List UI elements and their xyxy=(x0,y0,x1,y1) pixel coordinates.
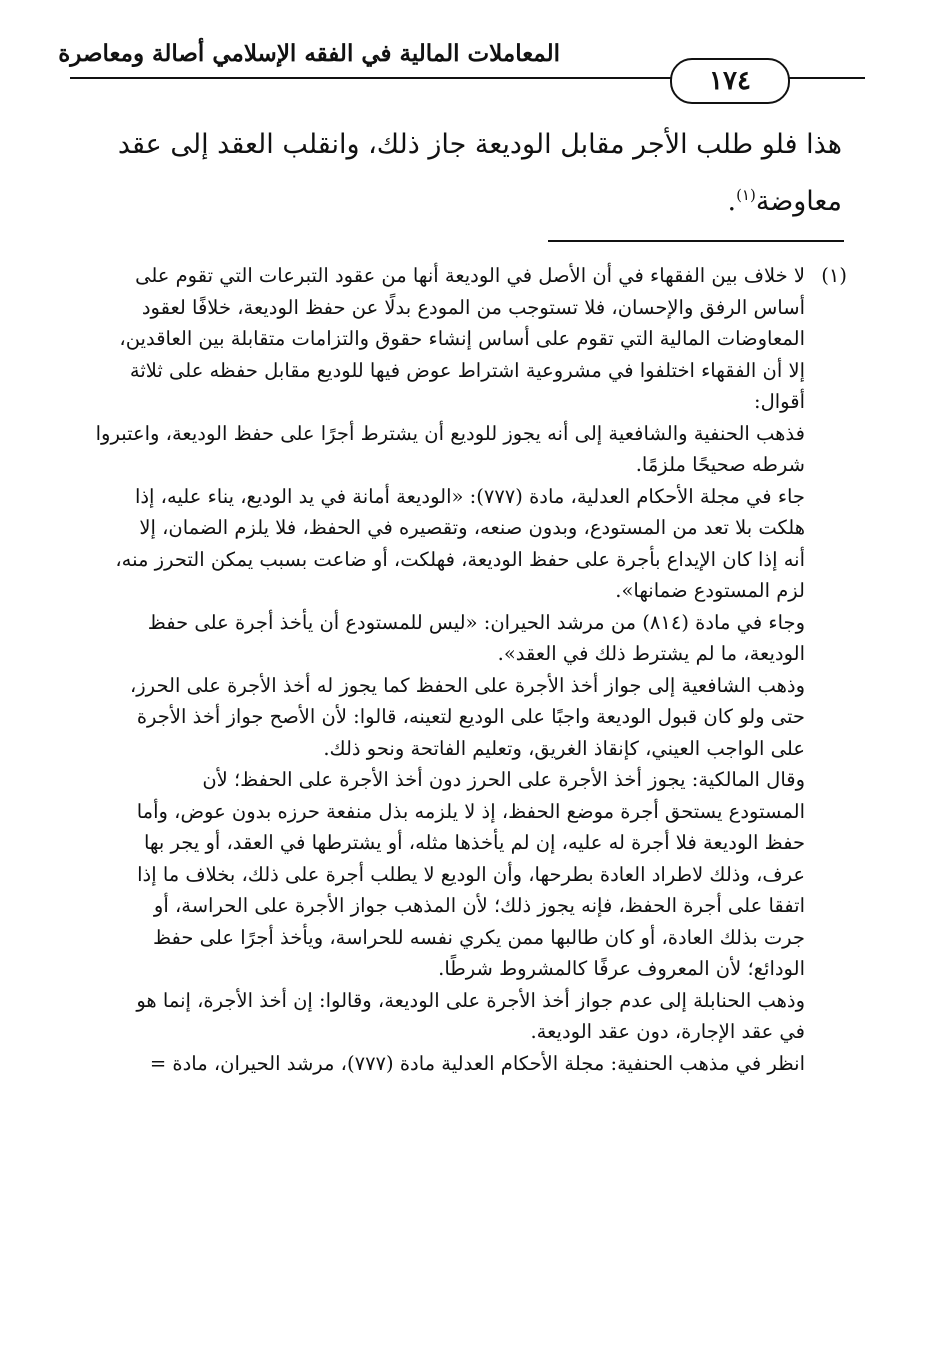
main-text-line: هذا فلو طلب الأجر مقابل الوديعة جاز ذلك، وانقلب العقد إلى عقد xyxy=(117,129,842,160)
footnote-line: هلكت بلا تعد من المستودع، وبدون صنعه، وتقصيره في الحفظ، فلا يلزم الضمان، إلا xyxy=(139,516,805,539)
footnote-paragraph xyxy=(72,418,847,481)
footnote-line: وذهب الشافعية إلى جواز أخذ الأجرة على الحفظ كما يجوز له أخذ الأجرة على الحرز، xyxy=(129,673,805,697)
footnote-paragraph xyxy=(72,481,847,607)
footnote-line: حفظ الوديعة فلا أجرة له عليه، إن لم يأخذها مثله، أو يشترطها في العقد، أو يجر بها xyxy=(143,831,805,854)
running-title: المعاملات المالية في الفقه الإسلامي أصالة ومعاصرة xyxy=(58,40,560,67)
footnote-line: أساس الرفق والإحسان، فلا تستوجب من المودع بدلًا عن حفظ الوديعة، خلافًا لعقود xyxy=(141,295,805,319)
main-text-line xyxy=(72,170,842,227)
footnote-line: جرت بذلك العادة، أو كان طالبها ممن يكري نفسه للحراسة، ويأخذ أجرًا على حفظ xyxy=(153,925,805,949)
main-text-fragment: . xyxy=(727,186,737,217)
main-text xyxy=(72,120,842,227)
footnote-line: إلا أن الفقهاء اختلفوا في مشروعية اشتراط عوض فيها للوديع مقابل حفظه على ثلاثة xyxy=(129,358,805,382)
footnote-line: المعاوضات المالية التي تقوم على أساس إنشاء حقوق والتزامات متقابلة بين العاقدين، xyxy=(119,327,805,350)
footnote-line: وقال المالكية: يجوز أخذ الأجرة على الحرز دون أخذ الأجرة على الحفظ؛ لأن xyxy=(202,768,805,791)
footnote-paragraph xyxy=(72,985,847,1048)
main-text-fragment: معاوضة xyxy=(755,186,842,217)
footnote-line: على الواجب العيني، كإنقاذ الغريق، وتعليم الفاتحة ونحو ذلك. xyxy=(323,736,805,760)
footnote-line: الوديعة، ما لم يشترط ذلك في العقد». xyxy=(497,642,805,665)
footnote-line: وجاء في مادة (٨١٤) من مرشد الحيران: «ليس للمستودع أن يأخذ أجرة على حفظ xyxy=(147,610,805,634)
footnote-line: فذهب الحنفية والشافعية إلى أنه يجوز للوديع أن يشترط أجرًا على حفظ الوديعة، واعتبروا xyxy=(95,421,805,445)
footnotes xyxy=(72,260,847,1079)
footnote-paragraph xyxy=(72,607,847,670)
footnote-reference: (١) xyxy=(736,186,756,204)
footnote-separator xyxy=(548,240,844,242)
footnote-line: لزم المستودع ضمانها». xyxy=(615,579,805,602)
footnote-line: شرطه صحيحًا ملزمًا. xyxy=(635,453,805,476)
footnote-line: لا خلاف بين الفقهاء في أن الأصل في الوديعة أنها من عقود التبرعات التي تقوم على xyxy=(135,264,805,287)
footnote-paragraph xyxy=(72,260,847,418)
footnote-line: انظر في مذهب الحنفية: مجلة الأحكام العدلية مادة (٧٧٧)، مرشد الحيران، مادة = xyxy=(149,1051,805,1075)
footnote-line: حتى ولو كان قبول الوديعة واجبًا على الوديع لتعينه، قالوا: لأن الأصح جواز أخذ الأجرة xyxy=(136,705,805,728)
footnote-line: اتفقا على أجرة الحفظ، فإنه يجوز ذلك؛ لأن المذهب جواز الأجرة على الحراسة، أو xyxy=(153,894,805,917)
footnote-line: وذهب الحنابلة إلى عدم جواز أخذ الأجرة على الوديعة، وقالوا: إن أخذ الأجرة، إنما هو xyxy=(136,988,805,1012)
footnote-line: في عقد الإجارة، دون عقد الوديعة. xyxy=(530,1020,805,1043)
page-number: ١٧٤ xyxy=(670,58,790,104)
footnote-line: أنه إذا كان الإيداع بأجرة على حفظ الوديعة، فهلكت، أو ضاعت بسبب يمكن التحرز منه، xyxy=(115,547,805,571)
footnote-line: المستودع يستحق أجرة موضع الحفظ، إذ لا يلزمه بذل منفعة حرزه بدون عوض، وأما xyxy=(136,799,805,823)
page-header xyxy=(58,32,865,102)
footnote-line: عرف، وذلك لاطراد العادة بطرحها، وأن الوديع لا يطلب أجرة على ذلك، بخلاف ما إذا xyxy=(137,862,805,886)
footnote-line: أقوال: xyxy=(754,390,805,413)
footnote-marker: (١) xyxy=(821,264,847,287)
footnote-paragraph xyxy=(72,670,847,765)
footnote-line: الودائع؛ لأن المعروف عرفًا كالمشروط شرطًا. xyxy=(438,957,805,980)
footnote-paragraph xyxy=(72,1048,847,1080)
footnote-paragraph xyxy=(72,764,847,985)
footnote-line: جاء في مجلة الأحكام العدلية، مادة (٧٧٧): «الوديعة أمانة في يد الوديع، يناء عليه، إذا xyxy=(134,484,805,508)
